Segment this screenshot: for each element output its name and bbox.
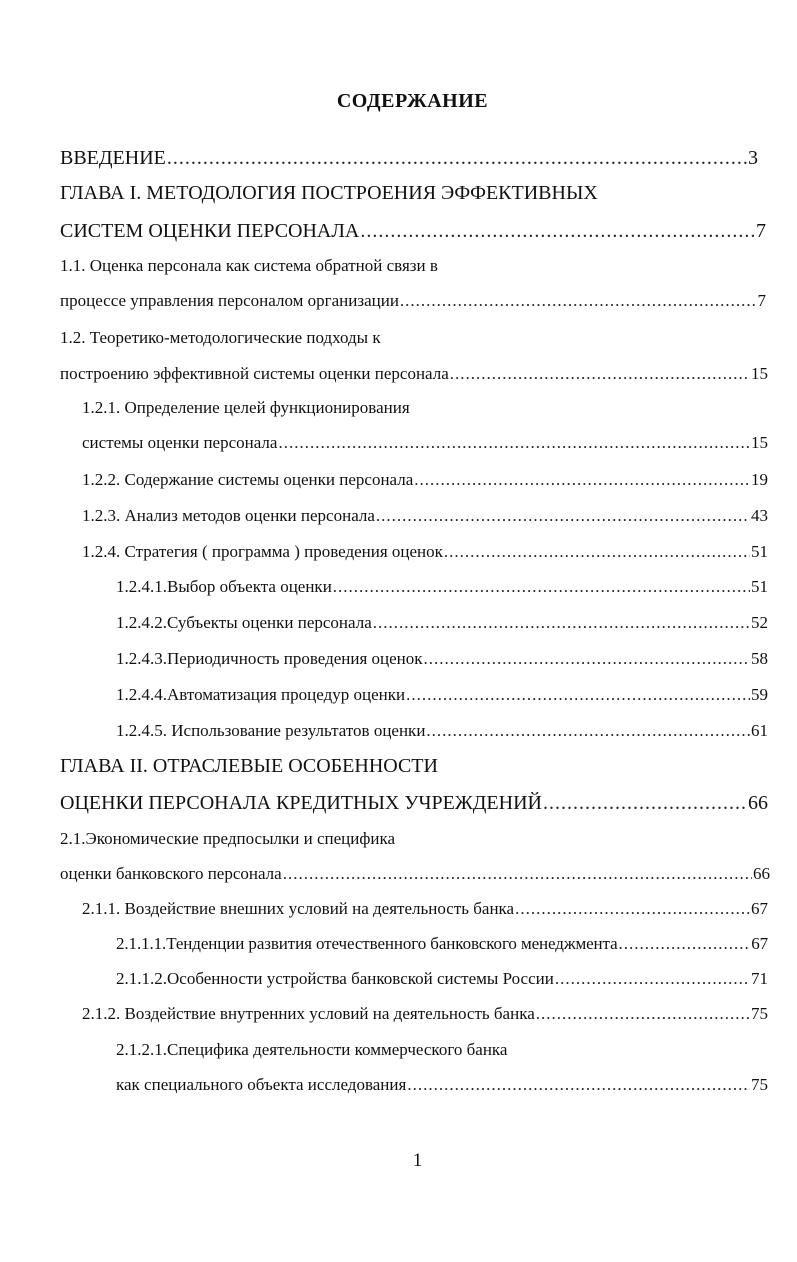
toc-entry-text: 1.2. Теоретико-методологические подходы к (60, 328, 381, 347)
toc-entry-page: 51 (751, 542, 768, 561)
toc-entry-text: 2.1.1. Воздействие внешних условий на деятельность банка (82, 899, 515, 918)
toc-leader (555, 965, 750, 993)
toc-entry (60, 825, 768, 853)
toc-entry-page: 15 (751, 433, 768, 452)
toc-entry-page: 43 (751, 506, 768, 525)
toc-entry-text: ВВЕДЕНИЕ (60, 147, 166, 169)
toc-entry-text: 1.2.4.5. Использование результатов оценки (116, 721, 426, 740)
toc-entry-text: оценки банковского персонала (60, 864, 282, 883)
toc-entry (116, 1071, 768, 1099)
toc-leader (406, 681, 750, 709)
toc-entry-page: 59 (751, 685, 768, 704)
toc-entry (116, 681, 768, 709)
toc-entry-text: 1.2.4.1.Выбор объекта оценки (116, 577, 332, 596)
toc-entry (116, 609, 768, 637)
toc-entry (60, 324, 766, 352)
toc-entry-text: процессе управления персоналом организации (60, 291, 399, 310)
toc-entry-text: 1.2.4.4.Автоматизация процедур оценки (116, 685, 406, 704)
toc-entry-text: 1.2.1. Определение целей функционирования (82, 398, 410, 417)
toc-entry (116, 645, 768, 673)
toc-entry-text: 2.1.Экономические предпосылки и специфика (60, 829, 396, 848)
toc-entry (60, 179, 758, 207)
toc-entry-page: 67 (751, 934, 768, 953)
toc-entry-page: 3 (748, 147, 758, 169)
toc-entry-text: 2.1.2. Воздействие внутренних условий на деятельность банка (82, 1004, 535, 1023)
toc-entry-text: 1.1. Оценка персонала как система обратной связи в (60, 256, 438, 275)
toc-leader (444, 538, 750, 566)
toc-entry-page: 15 (751, 364, 768, 383)
toc-entry-page: 66 (753, 864, 770, 883)
toc-entry (60, 789, 768, 817)
toc-entry (60, 144, 758, 172)
toc-entry (82, 895, 768, 923)
toc-entry-page: 67 (751, 899, 768, 918)
toc-entry-page: 66 (748, 792, 768, 814)
toc-leader (543, 789, 747, 817)
toc-entry-text: 2.1.2.1.Специфика деятельности коммерческого банка (116, 1040, 508, 1059)
toc-leader (619, 930, 751, 958)
toc-entry-page: 7 (756, 220, 766, 242)
toc-entry (82, 466, 768, 494)
toc-leader (450, 360, 750, 388)
toc-leader (373, 609, 750, 637)
toc-leader (515, 895, 750, 923)
toc-entry-text: 2.1.1.1.Тенденции развития отечественного банковского менеджмента (116, 934, 618, 953)
toc-entry-text: 1.2.3. Анализ методов оценки персонала (82, 506, 375, 525)
toc-leader (283, 860, 752, 888)
toc-entry (82, 538, 768, 566)
toc-leader (407, 1071, 750, 1099)
toc-entry-text: как специального объекта исследования (116, 1075, 407, 1094)
toc-entry-text: 1.2.4.3.Периодичность проведения оценок (116, 649, 423, 668)
toc-entry-page: 58 (751, 649, 768, 668)
toc-leader (167, 144, 747, 172)
toc-entry (116, 930, 768, 958)
toc-entry-text: 1.2.4.2.Субъекты оценки персонала (116, 613, 372, 632)
toc-entry (82, 394, 768, 422)
toc-entry-text: ОЦЕНКИ ПЕРСОНАЛА КРЕДИТНЫХ УЧРЕЖДЕНИЙ (60, 792, 542, 814)
toc-leader (360, 217, 755, 245)
toc-entry-page: 7 (757, 291, 766, 310)
toc-leader (278, 429, 750, 457)
toc-entry-page: 75 (751, 1075, 768, 1094)
toc-entry-page: 51 (751, 577, 768, 596)
toc-entry (60, 360, 768, 388)
toc-leader (333, 573, 750, 601)
toc-entry (82, 502, 768, 530)
toc-entry (82, 429, 768, 457)
toc-entry (60, 217, 766, 245)
toc-leader (414, 466, 750, 494)
toc-entry (82, 1000, 768, 1028)
page-title: СОДЕРЖАНИЕ (336, 90, 489, 112)
toc-entry (116, 1036, 768, 1064)
toc-entry (60, 752, 768, 780)
toc-entry-page: 61 (751, 721, 768, 740)
toc-entry (116, 717, 768, 745)
toc-entry (116, 573, 768, 601)
toc-entry-page: 19 (751, 470, 768, 489)
toc-entry (60, 287, 766, 315)
toc-entry-text: 2.1.1.2.Особенности устройства банковской системы России (116, 969, 554, 988)
toc-leader (400, 287, 757, 315)
toc-leader (424, 645, 750, 673)
toc-leader (426, 717, 750, 745)
toc-entry-text: системы оценки персонала (82, 433, 278, 452)
page-number: 1 (412, 1150, 423, 1171)
toc-entry-page: 71 (751, 969, 768, 988)
toc-leader (536, 1000, 750, 1028)
toc-leader (376, 502, 750, 530)
toc-entry-text: 1.2.2. Содержание системы оценки персонала (82, 470, 414, 489)
toc-entry (116, 965, 768, 993)
toc-entry (60, 860, 770, 888)
toc-entry-text: СИСТЕМ ОЦЕНКИ ПЕРСОНАЛА (60, 220, 360, 242)
toc-entry-page: 75 (751, 1004, 768, 1023)
toc-entry-text: ГЛАВА I. МЕТОДОЛОГИЯ ПОСТРОЕНИЯ ЭФФЕКТИВНЫХ (60, 182, 598, 204)
toc-entry (60, 252, 766, 280)
toc-entry-text: 1.2.4. Стратегия ( программа ) проведения оценок (82, 542, 443, 561)
toc-entry-page: 52 (751, 613, 768, 632)
toc-entry-text: ГЛАВА II. ОТРАСЛЕВЫЕ ОСОБЕННОСТИ (60, 755, 438, 777)
toc-entry-text: построению эффективной системы оценки персонала (60, 364, 449, 383)
